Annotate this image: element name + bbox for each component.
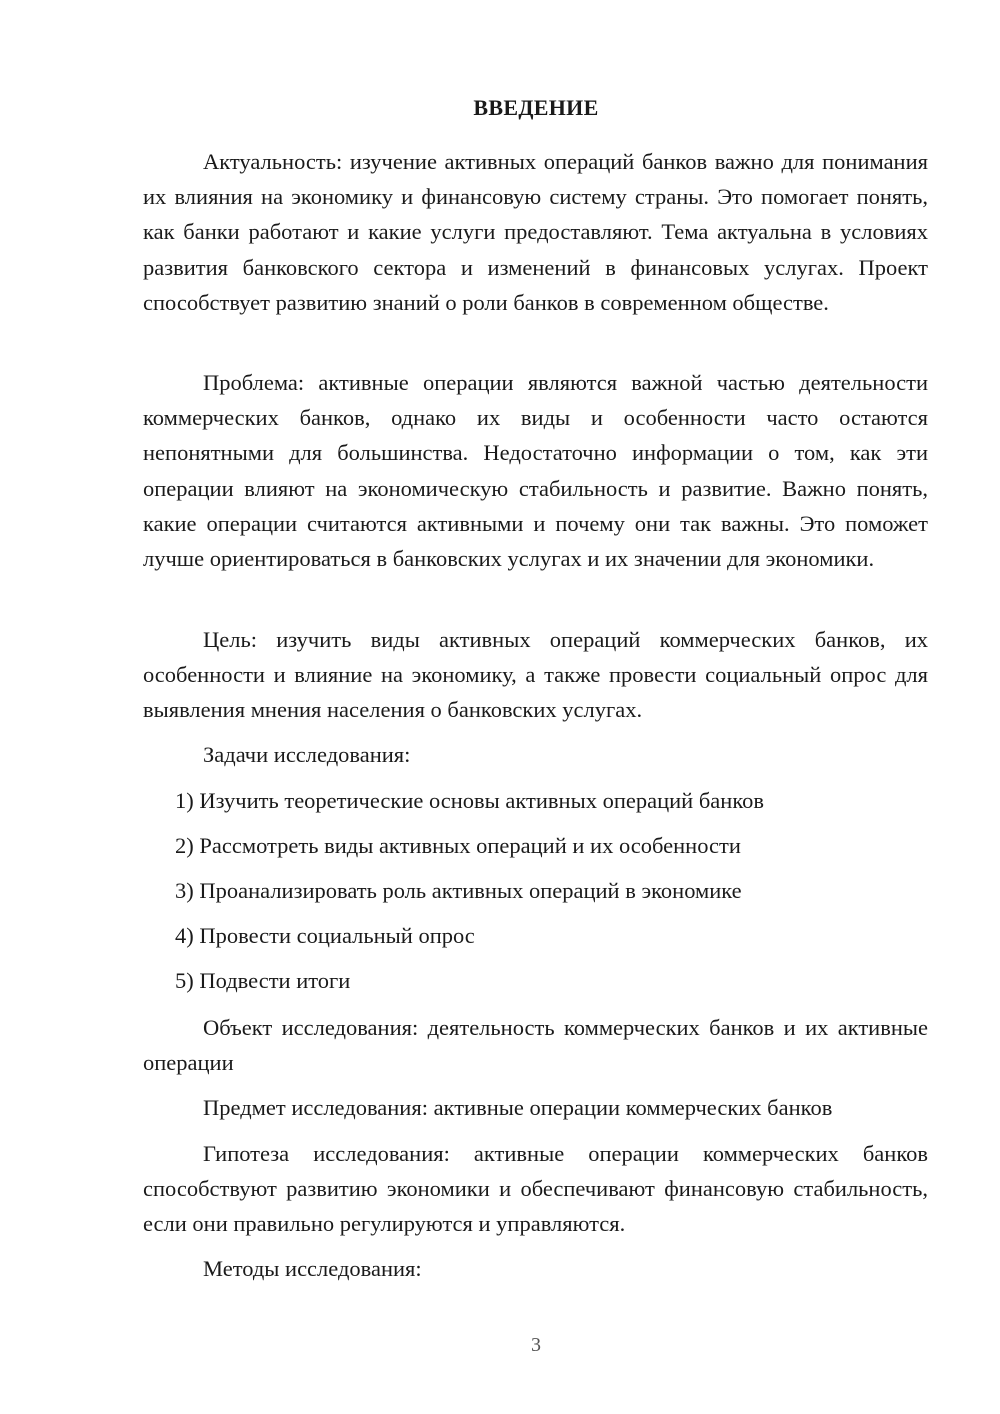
task-item-3: 3) Проанализировать роль активных операций в экономике <box>175 878 742 903</box>
paragraph-problem: Проблема: активные операции являются важной частью деятельности коммерческих банков, однако их виды и особенности часто остаются непонятными для большинства. Недостаточно информации о том, как эти операции влияют на экономическую стабильность и развитие. Важно понять, какие операции считаются активными и почему они так важны. Это поможет лучше ориентироваться в банковских услугах и их значении для экономики. <box>143 370 928 572</box>
task-item-2: 2) Рассмотреть виды активных операций и их особенности <box>175 833 741 858</box>
paragraph-relevance: Актуальность: изучение активных операций банков важно для понимания их влияния на экономику и финансовую систему страны. Это помогает понять, как банки работают и какие услуги предоставляют. Тема актуальна в условиях развития банковского сектора и изменений в финансовых услугах. Проект способствует развитию знаний о роли банков в современном обществе. <box>143 149 928 315</box>
methods-heading: Методы исследования: <box>203 1256 422 1281</box>
paragraph-subject: Предмет исследования: активные операции коммерческих банков <box>203 1095 833 1120</box>
task-item-1: 1) Изучить теоретические основы активных операций банков <box>175 788 764 813</box>
paragraph-hypothesis: Гипотеза исследования: активные операции коммерческих банков способствуют развитию экономики и обеспечивают финансовую стабильность, если они правильно регулируются и управляются. <box>143 1141 928 1237</box>
tasks-heading: Задачи исследования: <box>203 742 411 767</box>
task-item-4: 4) Провести социальный опрос <box>175 923 475 948</box>
section-heading: ВВЕДЕНИЕ <box>473 95 599 120</box>
page-number: 3 <box>531 1334 541 1356</box>
paragraph-goal: Цель: изучить виды активных операций коммерческих банков, их особенности и влияние на экономику, а также провести социальный опрос для выявления мнения населения о банковских услугах. <box>143 627 928 723</box>
paragraph-object: Объект исследования: деятельность коммерческих банков и их активные операции <box>143 1015 928 1076</box>
task-item-5: 5) Подвести итоги <box>175 968 351 993</box>
